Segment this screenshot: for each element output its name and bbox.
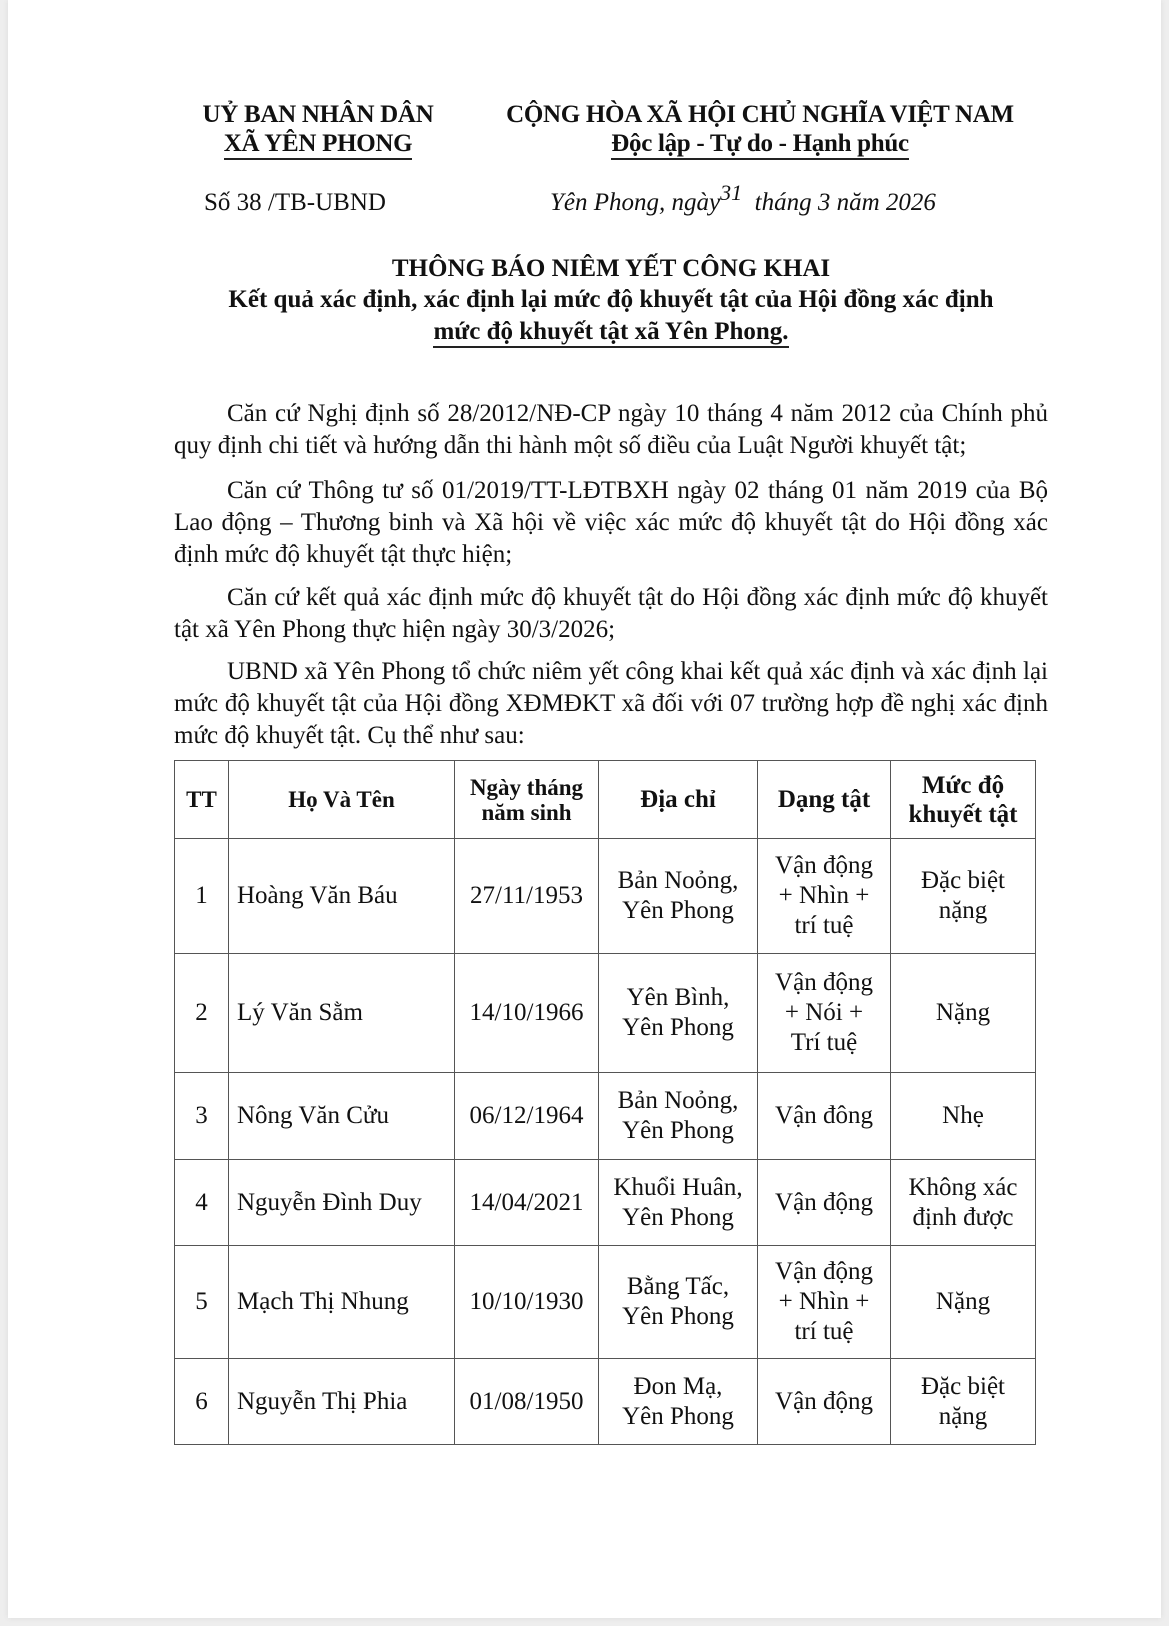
paragraph-announcement: UBND xã Yên Phong tổ chức niêm yết công khai kết quả xác định và xác định lại mức độ khuyết tật của Hội đồng XĐMĐKT xã đối với 07 trường hợp đề nghị xác định mức độ khuyết tật. Cụ thể như sau:: [174, 658, 1048, 749]
address-line: Yên Phong: [622, 1203, 734, 1231]
national-title: CỘNG HÒA XÃ HỘI CHỦ NGHĨA VIỆT NAM: [506, 101, 1014, 128]
paragraph-legal-basis-1: Căn cứ Nghị định số 28/2012/NĐ-CP ngày 10 tháng 4 năm 2012 của Chính phủ quy định chi tiết và hướng dẫn thi hành một số điều của Luật Người khuyết tật;: [174, 400, 1048, 459]
type-line: Trí tuệ: [790, 1029, 858, 1056]
table-row: [175, 839, 1036, 954]
cell-address: [599, 1160, 758, 1246]
table-row: [175, 1073, 1036, 1160]
type-line: trí tuệ: [794, 1318, 854, 1345]
cell-tt: 3: [175, 1073, 229, 1160]
cell-level: [891, 1246, 1036, 1359]
cell-name: Lý Văn Sằm: [229, 954, 455, 1073]
national-motto: Độc lập - Tự do - Hạnh phúc: [611, 130, 909, 160]
header-name: Họ Và Tên: [229, 761, 455, 839]
cell-type: [758, 839, 891, 954]
header-dob: [455, 761, 599, 839]
cell-name: Hoàng Văn Báu: [229, 839, 455, 954]
header-level-line2: khuyết tật: [908, 800, 1018, 828]
notice-subtitle-line2: [174, 318, 1048, 346]
address-line: Khuổi Huân,: [613, 1173, 743, 1201]
cell-tt: 6: [175, 1359, 229, 1445]
cell-type: [758, 1359, 891, 1445]
cell-level: [891, 1073, 1036, 1160]
level-line: nặng: [938, 897, 988, 924]
level-line: Đặc biệt: [921, 1372, 1005, 1400]
cell-type: [758, 1073, 891, 1160]
cell-address: [599, 1246, 758, 1359]
address-line: Đon Mạ,: [633, 1372, 723, 1400]
results-table: [174, 760, 1036, 1445]
cell-dob: 06/12/1964: [455, 1073, 599, 1160]
issuer-line1: UỶ BAN NHÂN DÂN: [202, 101, 434, 128]
cell-name: Nguyễn Đình Duy: [229, 1160, 455, 1246]
address-line: Yên Bình,: [626, 984, 730, 1011]
notice-subtitle-line1: Kết quả xác định, xác định lại mức độ khuyết tật của Hội đồng xác định: [228, 286, 994, 313]
cell-tt: 5: [175, 1246, 229, 1359]
type-line: Vận đông: [775, 1102, 873, 1129]
cell-name: Mạch Thị Nhung: [229, 1246, 455, 1359]
cell-type: [758, 1160, 891, 1246]
type-line: + Nói +: [784, 999, 864, 1026]
document-date: [550, 180, 936, 217]
national-motto-line: [490, 130, 1030, 158]
address-line: Yên Phong: [622, 897, 734, 924]
address-line: Bản Noỏng,: [617, 867, 739, 894]
table-row: [175, 1359, 1036, 1445]
type-line: + Nhìn +: [778, 882, 870, 909]
type-line: Vận động: [775, 1387, 873, 1415]
issuer-line2: [188, 130, 448, 158]
cell-dob: 27/11/1953: [455, 839, 599, 954]
header-address: Địa chỉ: [599, 761, 758, 839]
notice-title: THÔNG BÁO NIÊM YẾT CÔNG KHAI: [391, 255, 831, 282]
cell-tt: 2: [175, 954, 229, 1073]
level-line: Nặng: [935, 1288, 991, 1315]
address-line: Yên Phong: [622, 1303, 734, 1330]
table-row: [175, 1246, 1036, 1359]
address-line: Bằng Tấc,: [626, 1273, 730, 1300]
cell-level: [891, 1359, 1036, 1445]
address-line: Yên Phong: [622, 1402, 734, 1430]
address-line: Yên Phong: [622, 1014, 734, 1041]
table-row: [175, 1160, 1036, 1246]
cell-level: [891, 1160, 1036, 1246]
header-tt: TT: [175, 761, 229, 839]
cell-dob: 14/10/1966: [455, 954, 599, 1073]
cell-address: [599, 1073, 758, 1160]
type-line: + Nhìn +: [778, 1288, 870, 1315]
header-dob-line1: Ngày tháng: [469, 774, 584, 800]
cell-address: [599, 1359, 758, 1445]
type-line: trí tuệ: [794, 912, 854, 939]
cell-tt: 4: [175, 1160, 229, 1246]
type-line: Vận động: [775, 1258, 873, 1285]
cell-level: [891, 954, 1036, 1073]
level-line: Nặng: [935, 999, 991, 1026]
cell-address: [599, 839, 758, 954]
header-level: [891, 761, 1036, 839]
cell-dob: 01/08/1950: [455, 1359, 599, 1445]
header-level-line1: Mức độ: [921, 771, 1005, 799]
table-header-row: [175, 761, 1036, 839]
level-line: Nhẹ: [942, 1102, 984, 1129]
date-suffix: tháng 3 năm 2026: [754, 189, 936, 216]
level-line: định được: [912, 1203, 1014, 1231]
cell-level: [891, 839, 1036, 954]
address-line: Yên Phong: [622, 1117, 734, 1144]
cell-type: [758, 954, 891, 1073]
address-line: Bản Noỏng,: [617, 1087, 739, 1114]
issuer-name: XÃ YÊN PHONG: [224, 130, 413, 160]
cell-name: Nguyễn Thị Phia: [229, 1359, 455, 1445]
notice-subtitle-text: mức độ khuyết tật xã Yên Phong.: [433, 318, 788, 348]
type-line: Vận động: [775, 1188, 873, 1216]
cell-dob: 10/10/1930: [455, 1246, 599, 1359]
paragraph-legal-basis-2: Căn cứ Thông tư số 01/2019/TT-LĐTBXH ngày 02 tháng 01 năm 2019 của Bộ Lao động – Thương binh và Xã hội về việc xác mức độ khuyết tật do Hội đồng xác định mức độ khuyết tật thực hiện;: [174, 477, 1048, 568]
cell-type: [758, 1246, 891, 1359]
table-row: [175, 954, 1036, 1073]
level-line: Đặc biệt: [921, 867, 1005, 894]
type-line: Vận động: [775, 852, 873, 879]
cell-tt: 1: [175, 839, 229, 954]
date-prefix: Yên Phong, ngày: [550, 189, 721, 216]
header-type: Dạng tật: [758, 761, 891, 839]
cell-name: Nông Văn Cửu: [229, 1073, 455, 1160]
date-day: 31: [720, 180, 743, 205]
cell-address: [599, 954, 758, 1073]
level-line: Không xác: [908, 1173, 1018, 1201]
level-line: nặng: [938, 1402, 988, 1430]
header-dob-line2: năm sinh: [481, 799, 572, 825]
paragraph-legal-basis-3: Căn cứ kết quả xác định mức độ khuyết tật do Hội đồng xác định mức độ khuyết tật xã Yên Phong thực hiện ngày 30/3/2026;: [174, 584, 1048, 643]
type-line: Vận động: [775, 969, 873, 996]
cell-dob: 14/04/2021: [455, 1160, 599, 1246]
document-number: Số 38 /TB-UBND: [204, 189, 386, 216]
document-page: [8, 0, 1161, 1618]
